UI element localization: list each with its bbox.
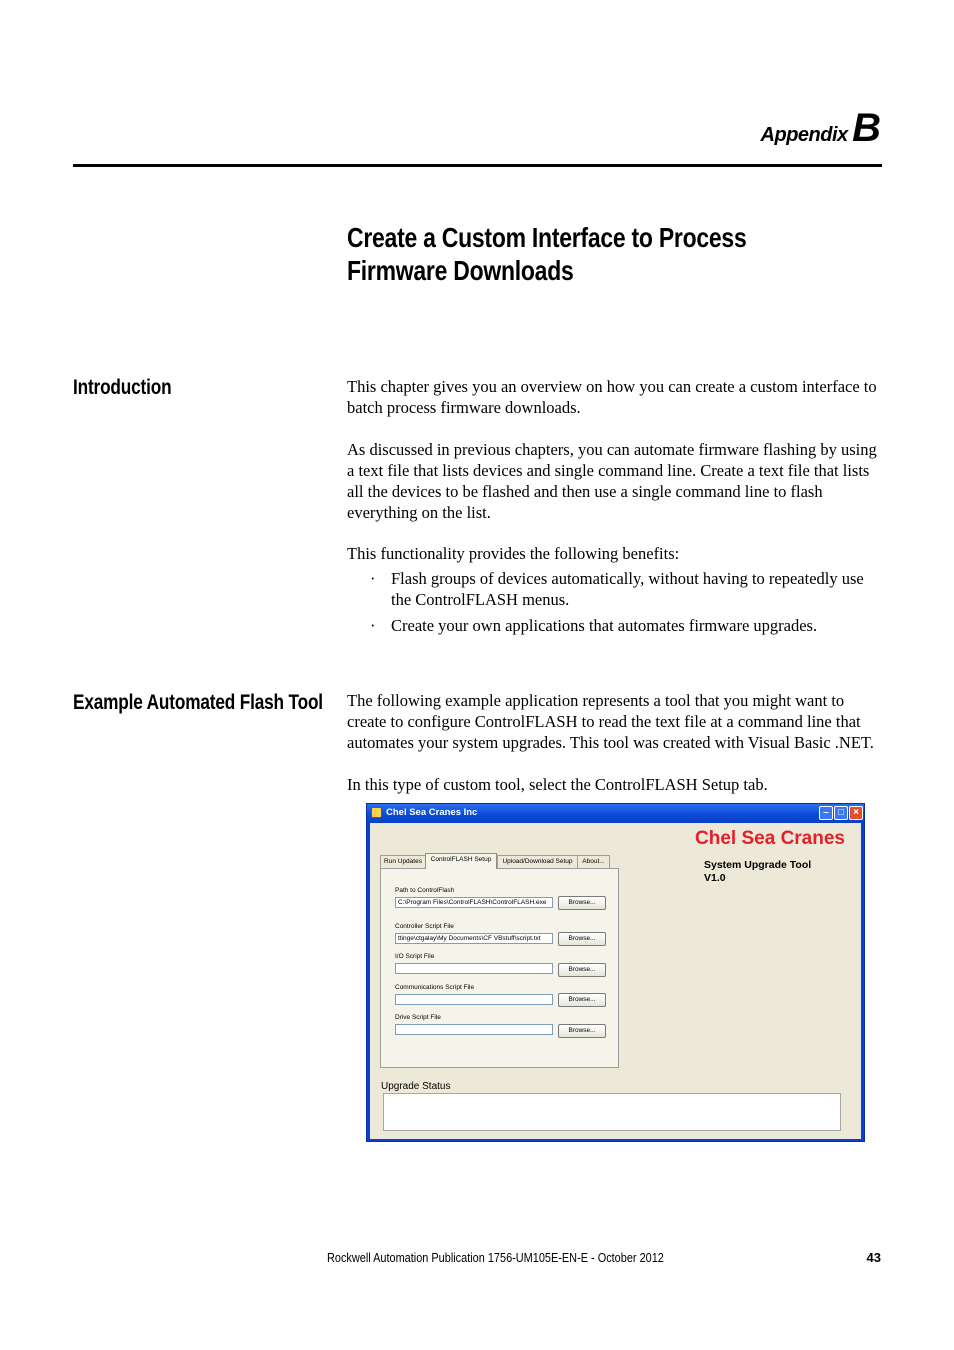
app-icon — [371, 807, 382, 818]
drive-script-input[interactable] — [395, 1024, 553, 1035]
bullet-item — [370, 615, 882, 636]
tool-version: V1.0 — [704, 872, 726, 884]
window-client-area — [370, 823, 861, 1139]
example-paragraph-2: In this type of custom tool, select the ControlFLASH Setup tab. — [347, 775, 768, 794]
appendix-letter: B — [852, 106, 881, 150]
intro-paragraph-1: This chapter gives you an overview on how you can create a custom interface to batch process firmware downloads. — [347, 377, 877, 417]
maximize-button[interactable]: □ — [834, 806, 848, 820]
section-heading-introduction: Introduction — [73, 376, 172, 399]
footer-publication: Rockwell Automation Publication 1756-UM105E-EN-E - October 2012 — [327, 1250, 664, 1265]
communications-script-input[interactable] — [395, 994, 553, 1005]
bullet-text: Create your own applications that automates firmware upgrades. — [391, 616, 818, 635]
appendix-heading — [761, 106, 881, 151]
field-label-controller-script: Controller Script File — [395, 923, 454, 930]
window-titlebar — [367, 804, 864, 823]
tool-subtitle — [704, 859, 811, 885]
intro-paragraph-3: This functionality provides the following benefits: — [347, 544, 680, 563]
window-title: Chel Sea Cranes Inc — [386, 807, 478, 818]
field-label-drive-script: Drive Script File — [395, 1014, 441, 1021]
browse-communications-script-button[interactable]: Browse... — [558, 993, 606, 1007]
tab-about[interactable]: About... — [577, 855, 610, 868]
tab-controlflash-setup[interactable]: ControlFLASH Setup — [425, 853, 497, 869]
bullet-dot: · — [370, 569, 376, 588]
chapter-title-text: Create a Custom Interface to Process Firmware Downloads — [347, 222, 747, 286]
upgrade-status-box[interactable] — [383, 1093, 841, 1131]
browse-controller-script-button[interactable]: Browse... — [558, 932, 606, 946]
close-button[interactable]: × — [849, 806, 863, 820]
field-label-communications-script: Communications Script File — [395, 984, 475, 991]
field-label-io-script: I/O Script File — [395, 953, 435, 960]
browse-controlflash-button[interactable]: Browse... — [558, 896, 606, 910]
tab-run-updates[interactable]: Run Updates — [380, 855, 426, 868]
chapter-title — [347, 221, 831, 287]
io-script-input[interactable] — [395, 963, 553, 974]
controller-script-input[interactable]: ttinge\ctgalay\My Documents\CF VBstuff\script.txt — [395, 933, 553, 944]
tab-upload-download-setup[interactable]: Upload/Download Setup — [497, 855, 578, 868]
brand-name: Chel Sea Cranes — [695, 828, 845, 849]
appendix-word: Appendix — [760, 124, 848, 146]
upgrade-status-label: Upgrade Status — [381, 1081, 451, 1092]
example-paragraph-1: The following example application represents a tool that you might want to create to configure ControlFLASH to read the text file at a command line that automates your system upgrades. This tool was created with Visual Basic .NET. — [347, 691, 874, 752]
field-label-path: Path to ControlFlash — [395, 887, 455, 894]
intro-paragraph-2: As discussed in previous chapters, you can automate firmware flashing by using a text file that lists devices and single command line. Create a text file that lists all the devices to be flashed and then use a single command line to flash everything on the list. — [347, 440, 877, 522]
bullet-text: Flash groups of devices automatically, without having to repeatedly use the ControlFLASH menus. — [391, 569, 864, 609]
app-window-screenshot — [366, 803, 865, 1142]
header-rule — [73, 164, 882, 167]
bullet-item — [370, 568, 882, 610]
tool-name: System Upgrade Tool — [704, 859, 812, 871]
browse-io-script-button[interactable]: Browse... — [558, 963, 606, 977]
browse-drive-script-button[interactable]: Browse... — [558, 1024, 606, 1038]
controlflash-setup-panel — [380, 868, 619, 1068]
minimize-button[interactable]: – — [819, 806, 833, 820]
path-to-controlflash-input[interactable]: C:\Program Files\ControlFLASH\ControlFLASH.exe — [395, 897, 553, 908]
page-number: 43 — [866, 1250, 881, 1265]
bullet-dot: · — [370, 616, 376, 635]
section-heading-example-tool: Example Automated Flash Tool — [73, 691, 323, 714]
